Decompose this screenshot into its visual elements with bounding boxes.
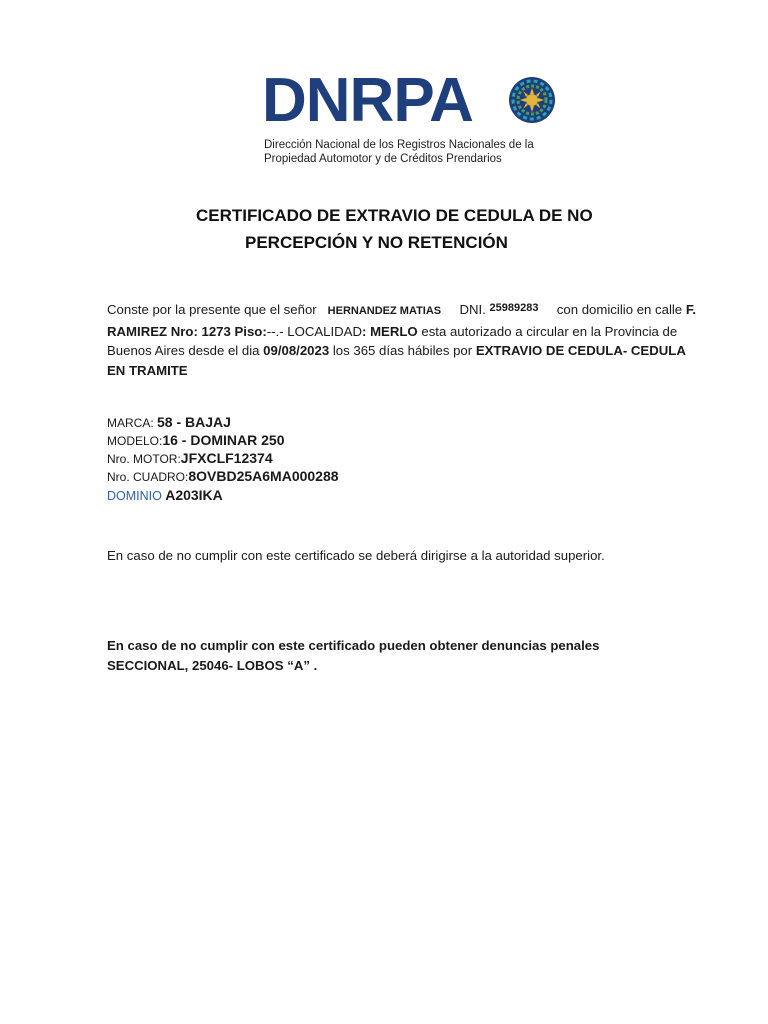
cuadro-value: 8OVBD25A6MA000288 bbox=[188, 468, 339, 484]
motor-label: Nro. MOTOR: bbox=[107, 452, 181, 466]
spec-motor bbox=[107, 450, 273, 466]
body-text-1: Conste por la presente que el señor bbox=[107, 302, 317, 317]
motor-value: JFXCLF12374 bbox=[180, 450, 273, 466]
notice-text: En caso de no cumplir con este certificado se deberá dirigirse a la autoridad superior. bbox=[107, 548, 605, 563]
penal-line1: En caso de no cumplir con este certificado pueden obtener denuncias penales bbox=[107, 638, 600, 653]
penal-line2: SECCIONAL, 25046- LOBOS “A” . bbox=[107, 657, 318, 673]
sun-emblem-icon bbox=[508, 72, 556, 130]
modelo-label: MODELO: bbox=[107, 434, 163, 448]
certificate-body bbox=[107, 300, 697, 380]
spec-cuadro bbox=[107, 468, 339, 484]
street-address: F. RAMIREZ Nro: 1273 Piso: bbox=[107, 302, 697, 339]
locality: : MERLO bbox=[362, 323, 418, 339]
dnrpa-logo bbox=[262, 66, 562, 170]
logo-subtitle-line1: Dirección Nacional de los Registros Nacionales de la bbox=[264, 139, 534, 151]
spec-marca bbox=[107, 414, 231, 430]
logo-subtitle-line2: Propiedad Automotor y de Créditos Prendarios bbox=[264, 153, 502, 165]
dni-number: 25989283 bbox=[489, 302, 539, 314]
modelo-value: 16 - DOMINAR 250 bbox=[162, 432, 285, 448]
spec-dominio bbox=[107, 487, 223, 503]
marca-value: 58 - BAJAJ bbox=[157, 414, 231, 430]
holder-name: HERNANDEZ MATIAS bbox=[327, 305, 442, 317]
document-title-line2: PERCEPCIÓN Y NO RETENCIÓN bbox=[245, 233, 508, 252]
penal-notice bbox=[107, 636, 697, 675]
cuadro-label: Nro. CUADRO: bbox=[107, 470, 189, 484]
body-text-5: los 365 días hábiles por bbox=[332, 343, 473, 358]
spec-modelo bbox=[107, 432, 285, 448]
body-text-2: con domicilio en calle bbox=[556, 302, 683, 317]
reason: EXTRAVIO DE CEDULA- CEDULA EN TRAMITE bbox=[107, 343, 686, 378]
dni-label: DNI. bbox=[459, 302, 486, 317]
dominio-label: DOMINIO bbox=[107, 489, 162, 503]
start-date: 09/08/2023 bbox=[263, 343, 330, 358]
body-text-3: --.- LOCALIDAD bbox=[266, 323, 363, 339]
logo-subtitle bbox=[264, 138, 534, 166]
document-title-line1: CERTIFICADO DE EXTRAVIO DE CEDULA DE NO bbox=[196, 206, 593, 225]
logo-wordmark: DNRPA bbox=[262, 66, 473, 135]
marca-label: MARCA: bbox=[107, 416, 154, 430]
body-text-4: esta autorizado a circular en la Provincia de Buenos Aires desde el dia bbox=[107, 323, 678, 358]
dominio-value: A203IKA bbox=[165, 487, 223, 503]
